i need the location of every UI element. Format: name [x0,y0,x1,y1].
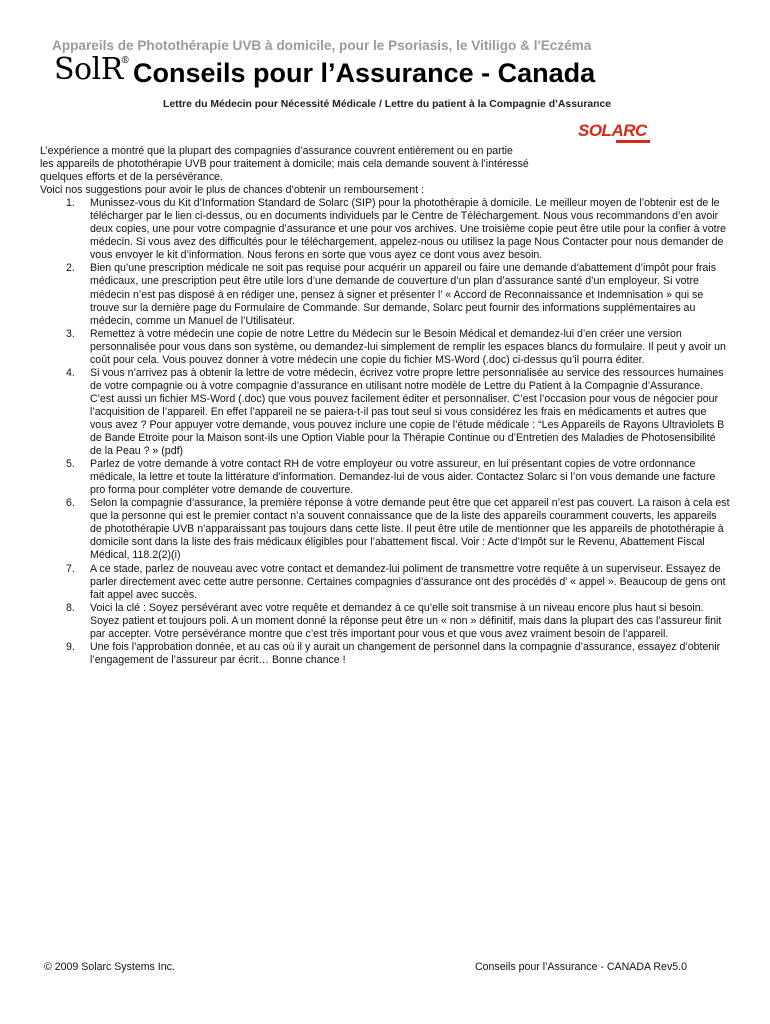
list-item-number: 8. [66,601,75,614]
list-item-text: Voici la clé : Soyez persévérant avec votre requête et demandez à ce qu’elle soit transmise à un niveau encore plus haut si besoin. Soyez patient et toujours poli. A un moment donné la réponse peut être un « non » définitif, mais dans la plupart des cas l’assureur finit par accepter. Votre persévérance montre que c’est très important pour vous et que vous avez vraiment besoin de l’appareil. [90,601,722,640]
intro-line: quelques efforts et de la persévérance. [40,171,223,184]
list-item-text: Une fois l’approbation donnée, et au cas où il y aurait un changement de personnel dans la compagnie d’assurance, essayez d’obtenir l’engagement de l’assureur par écrit… Bonne chance ! [90,640,721,666]
footer-doc-reference: Conseils pour l’Assurance - CANADA Rev5.0 [475,961,687,973]
page-subtitle: Lettre du Médecin pour Nécessité Médicale / Lettre du patient à la Compagnie d’Assurance [163,99,612,110]
list-item-number: 5. [66,458,75,471]
list-item [40,367,730,458]
list-item-text: A ce stade, parlez de nouveau avec votre contact et demandez-lui poliment de transmettre votre requête à un superviseur. Essayez de parler directement avec cette autre personne. Certaines compagnies d’assurance ont des procédés d’ « appel ». Beaucoup de gens ont fait appel avec succès. [90,562,726,601]
footer-copyright: © 2009 Solarc Systems Inc. [44,961,175,973]
list-item [40,497,730,562]
document-body [40,145,730,667]
list-item-number: 1. [66,197,75,210]
list-item [40,197,730,262]
top-header-line: Appareils de Photothérapie UVB à domicile, pour le Psoriasis, le Vitiligo & l'Eczéma [52,38,592,53]
list-item-number: 6. [66,497,75,510]
registered-mark: ® [120,56,130,66]
list-item-text: Munissez-vous du Kit d’Information Standard de Solarc (SIP) pour la photothérapie à domicile. Le meilleur moyen de l’obtenir est de le télécharger par le lien ci-dessus, ou en documents individuels par le Centre de Téléchargement. Nous vous recommandons d’en avoir deux copies, une pour votre compagnie d’assurance et une pour vos archives. Une troisième copie peut être utile pour la confier à votre médecin. Si vous avez des difficultés pour le téléchargement, appelez-nous ou utilisez la page Nous Contacter pour nous demander de vous envoyer le kit d’information. Nous ferons en sorte que vous ayez ce dont vous avez besoin. [90,197,726,262]
list-item [40,458,730,497]
list-item-text: Selon la compagnie d’assurance, la première réponse à votre demande peut être que cet appareil n’est pas couvert. La raison à cela est que la personne qui est le premier contact n’a souvent connaissance que de la liste des appareils couramment couverts, les appareils de photothérapie UVB n’apparaissant pas toujours dans cette liste. Il peut être utile de mentionner que les appareils de photothérapie à domicile sont dans la liste des frais médicaux éligibles pour l’abattement fiscal. Voir : Acte d’Impôt sur le Revenu, Abattement Fiscal Médical, 118.2(2)(i) [90,497,730,562]
list-item [40,641,730,667]
list-item-number: 4. [66,366,75,379]
list-item-number: 2. [66,262,75,275]
list-item [40,563,730,602]
logo-text: SolR [54,52,123,87]
intro-line: Voici nos suggestions pour avoir le plus de chances d’obtenir un remboursement : [40,184,424,197]
brand-name: SOLARC [578,121,647,140]
list-item [40,262,730,327]
list-item [40,328,730,367]
list-item-number: 7. [66,562,75,575]
list-item-text: Si vous n’arrivez pas à obtenir la lettre de votre médecin, écrivez votre propre lettre personnalisée au service des ressources humaines de votre compagnie ou à votre compagnie d’assurance en utilisant notre modèle de Lettre du Patient à la Compagnie d’Assurance. C’est aussi un fichier MS-Word (.doc) que vous pouvez facilement éditer et personnaliser. C’est l’occasion pour vous de négocier pour l’acquisition de l’appareil. En effet l’appareil ne se paiera-t-il pas tout seul si vous considérez les frais en médicaments et autres que vous avez ? Pour appuyer votre demande, vous pouvez inclure une copie de l’étude médicale : “Les Appareils de Rayons Ultraviolets B de Bande Etroite pour la Maison sont-ils une Option Viable pour la Thérapie Continue ou d’Entretien des Maladies de Photosensibilité de la Peau ? » (pdf) [90,366,725,458]
suggestions-list [40,197,730,667]
intro-line: L’expérience a montré que la plupart des compagnies d’assurance couvrent entièrement ou en partie [40,145,513,157]
intro-line: les appareils de photothérapie UVB pour traitement à domicile; mais cela demande souvent à l’intéressé [40,158,529,171]
page-title: Conseils pour l’Assurance - Canada [133,58,596,88]
list-item [40,602,730,641]
list-item-text: Remettez à votre médecin une copie de notre Lettre du Médecin sur le Besoin Médical et demandez-lui d’en créer une version personnalisée pour vous dans son système, ou demandez-lui simplement de remplir les espaces blancs du formulaire. Il peut y avoir un coût pour cela. Vous pouvez donner à votre médecin une copie du fichier MS-Word (.doc) ci-dessus qu’il pourra éditer. [90,327,726,366]
list-item-number: 9. [66,640,75,653]
list-item-number: 3. [66,327,75,340]
brand-underline [616,140,650,143]
list-item-text: Parlez de votre demande à votre contact RH de votre employeur ou votre assureur, en lui présentant copies de votre ordonnance médicale, la lettre et toute la littérature d’information. Demandez-lui de vous aider. Contactez Solarc si l’on vous demande une facture pro forma pour compléter votre demande de couverture. [90,458,716,497]
list-item-text: Bien qu’une prescription médicale ne soit pas requise pour acquérir un appareil ou faire une demande d’abattement d’impôt pour frais médicaux, une prescription peut être utile lors d’une demande de couverture d’un plan d’assurance santé d’un employeur. Si votre médecin n’est pas disposé à en rédiger une, pensez à signer et présenter l’ « Accord de Reconnaissance et Indemnisation » qui se trouve sur la dernière page du Formulaire de Commande. Sur demande, Solarc peut fournir des informations supplémentaires au médecin, comme un Manuel de l’Utilisateur. [90,262,716,327]
solarc-brand-logo [578,122,652,146]
solarc-logo [54,52,130,87]
